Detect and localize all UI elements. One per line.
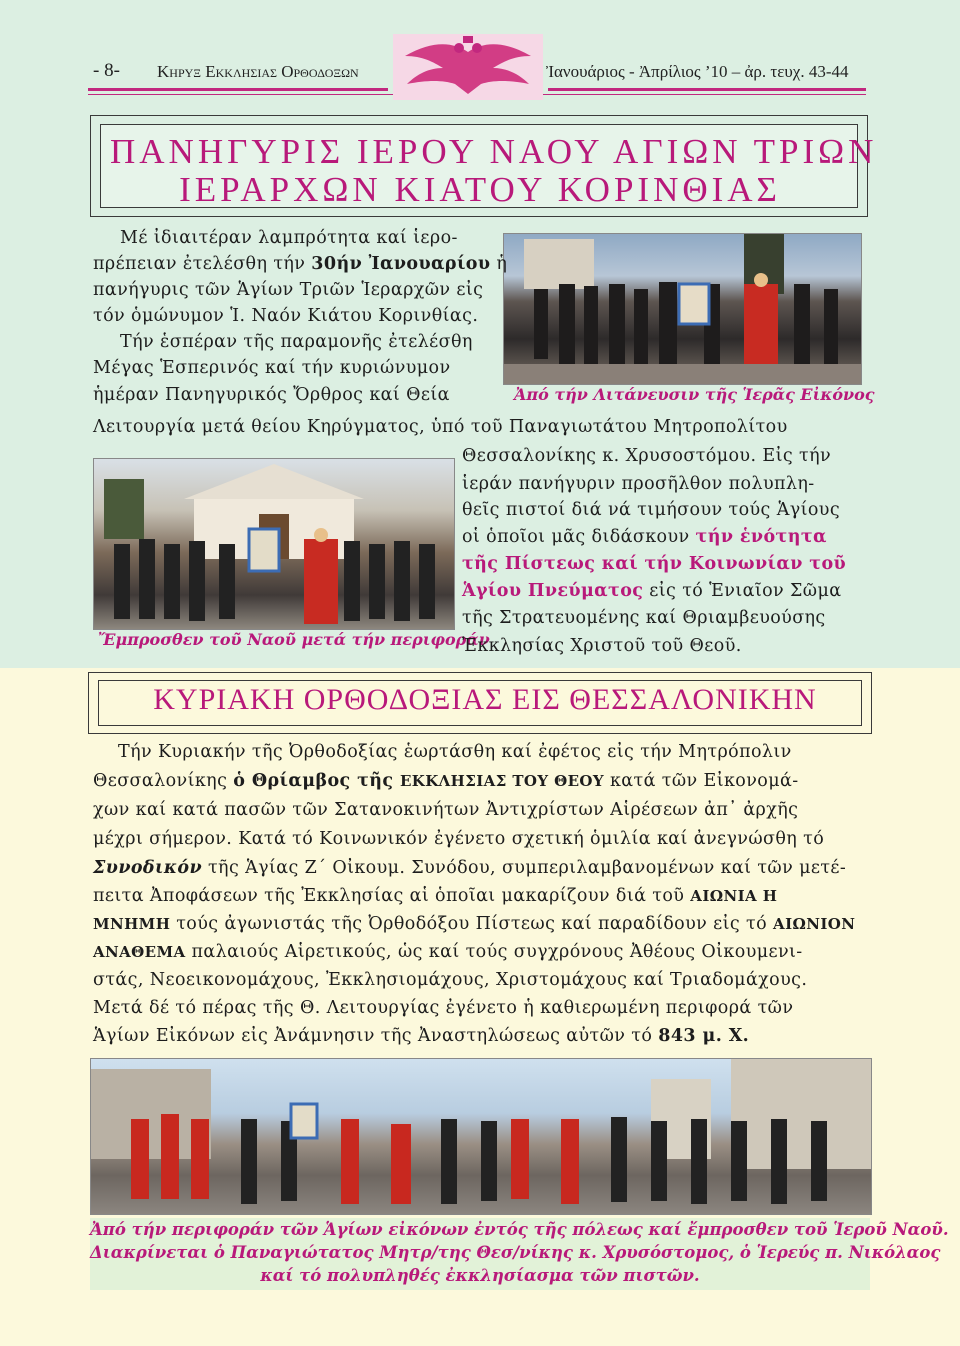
text-line: Θεσσαλονίκης κ. Χρυσοστόμου. Εἰς τήν bbox=[462, 446, 832, 466]
text-line: ΑΝΑΘΕΜΑ παλαιούς Αἱρετικούς, ὡς καί τούς συγχρόνους Ἀθέους Οἰκουμενι- bbox=[93, 942, 803, 962]
article-title-line1: ΠΑΝΗΓΥΡΙΣ ΙΕΡΟΥ ΝΑΟΥ ΑΓΙΩΝ ΤΡΙΩΝ bbox=[110, 132, 878, 171]
caption-procession: Ἀπό τήν Λιτάνευσιν τῆς Ἱερᾶς Εἰκόνος bbox=[514, 385, 875, 404]
caption-line: Ἀπό τήν περιφοράν τῶν Ἁγίων εἰκόνων ἐντός τῆς πόλεως καί ἔμπροσθεν τοῦ Ἱεροῦ Ναοῦ. bbox=[90, 1220, 949, 1239]
text-line: Μέγας Ἑσπερινός καί τήν κυριώνυμον bbox=[93, 358, 451, 378]
caption-line: καί τό πολυπληθές ἐκκλησίασμα τῶν πιστῶν. bbox=[260, 1266, 700, 1285]
church-front-photo bbox=[93, 458, 455, 630]
page-number: - 8- bbox=[93, 60, 120, 81]
procession-photo bbox=[503, 233, 862, 385]
text-line: ἱεράν πανήγυριν προσῆλθον πολυπλη- bbox=[462, 474, 815, 494]
header-rule-right bbox=[548, 88, 866, 91]
text-line: ΜΝΗΜΗ τούς ἀγωνιστάς τῆς Ὀρθοδόξου Πίστεως καί παραδίδουν εἰς τό ΑΙΩΝΙΟΝ bbox=[93, 914, 856, 934]
text-line: Συνοδικόν τῆς Ἁγίας Ζ´ Οἰκουμ. Συνόδου, συμπεριλαμβανομένων καί τῶν μετέ- bbox=[93, 858, 847, 878]
text-line: Ἁγίου Πνεύματος εἰς τό Ἑνιαῖον Σῶμα bbox=[462, 581, 842, 601]
text-line: τῆς Πίστεως καί τήν Κοινωνίαν τοῦ bbox=[462, 554, 847, 574]
text-line: Λειτουργία μετά θείου Κηρύγματος, ὑπό τοῦ Παναγιωτάτου Μητροπολίτου bbox=[93, 417, 788, 437]
article-title-line2: ΙΕΡΑΡΧΩΝ ΚΙΑΤΟΥ ΚΟΡΙΝΘΙΑΣ bbox=[179, 170, 781, 209]
text-line: πανήγυρις τῶν Ἁγίων Τριῶν Ἱεραρχῶν εἰς bbox=[93, 280, 484, 300]
double-headed-eagle-icon bbox=[393, 34, 543, 100]
text-line: Θεσσαλονίκης ὁ Θρίαμβος τῆς ΕΚΚΛΗΣΙΑΣ ΤΟΥ ΘΕΟΥ κατά τῶν Εἰκονομά- bbox=[93, 771, 799, 791]
text-line: Ἁγίων Εἰκόνων εἰς Ἀνάμνησιν τῆς Ἀναστηλώσεως αὐτῶν τό 843 μ. Χ. bbox=[93, 1026, 750, 1046]
text-line: στάς, Νεοεικονομάχους, Ἐκκλησιομάχους, Χριστομάχους καί Τριαδομάχους. bbox=[93, 970, 808, 990]
text-line: Τήν Κυριακήν τῆς Ὀρθοδοξίας ἑωρτάσθη καί ἐφέτος εἰς τήν Μητρόπολιν bbox=[118, 742, 792, 762]
text-line: μέχρι σήμερον. Κατά τό Κοινωνικόν ἐγένετο σχετική ὁμιλία καί ἀνεγνώσθη τό bbox=[93, 829, 825, 849]
bottom-caption-box bbox=[90, 1218, 949, 1290]
text-line: Τήν ἑσπέραν τῆς παραμονῆς ἐτελέσθη bbox=[120, 332, 473, 352]
text-line: Μέ ἰδιαιτέραν λαμπρότητα καί ἱερο- bbox=[120, 228, 458, 248]
caption-church-front: Ἔμπροσθεν τοῦ Ναοῦ μετά τήν περιφοράν bbox=[98, 630, 490, 649]
text-line: πειτα Ἀποφάσεων τῆς Ἐκκλησίας αἱ ὁποῖαι μακαρίζουν διά τοῦ ΑΙΩΝΙΑ Η bbox=[93, 886, 778, 906]
caption-line: Διακρίνεται ὁ Παναγιώτατος Μητρ/της Θεσ/νίκης κ. Χρυσόστομος, ὁ Ἱερεύς π. Νικόλαος bbox=[90, 1243, 941, 1262]
text-line: θεῖς πιστοί διά νά τιμήσουν τούς Ἁγίους bbox=[462, 500, 841, 520]
article2-title: ΚΥΡΙΑΚΗ ΟΡΘΟΔΟΞΙΑΣ ΕΙΣ ΘΕΣΣΑΛΟΝΙΚΗΝ bbox=[153, 683, 817, 716]
text-line: πρέπειαν ἐτελέσθη τήν 30ήν Ἰανουαρίου ἡ bbox=[93, 254, 508, 274]
text-line: τόν ὁμώνυμον Ἱ. Ναόν Κιάτου Κορινθίας. bbox=[93, 306, 479, 326]
text-line: Ἐκκλησίας Χριστοῦ τοῦ Θεοῦ. bbox=[462, 636, 742, 656]
issue-date: Ἰανουάριος - Ἀπρίλιος ’10 – ἀρ. τευχ. 43-44 bbox=[546, 62, 849, 81]
header-rule-left bbox=[88, 88, 388, 91]
text-line: χων καί κατά πασῶν τῶν Σατανοκινήτων Ἀντιχρίστων Αἱρέσεων ἀπ᾽ ἀρχῆς bbox=[93, 800, 799, 820]
text-line: Μετά δέ τό πέρας τῆς Θ. Λειτουργίας ἐγένετο ἡ καθιερωμένη περιφορά τῶν bbox=[93, 998, 794, 1018]
publication-title: Κηρυξ Εκκλησιας Ορθοδοξων bbox=[157, 62, 359, 81]
text-line: τῆς Στρατευομένης καί Θριαμβευούσης bbox=[462, 608, 826, 628]
bottom-procession-photo bbox=[90, 1058, 872, 1215]
text-line: ἡμέραν Πανηγυρικός Ὄρθρος καί Θεία bbox=[93, 385, 450, 405]
text-line: οἱ ὁποῖοι μᾶς διδάσκουν τήν ἑνότητα bbox=[462, 527, 827, 547]
